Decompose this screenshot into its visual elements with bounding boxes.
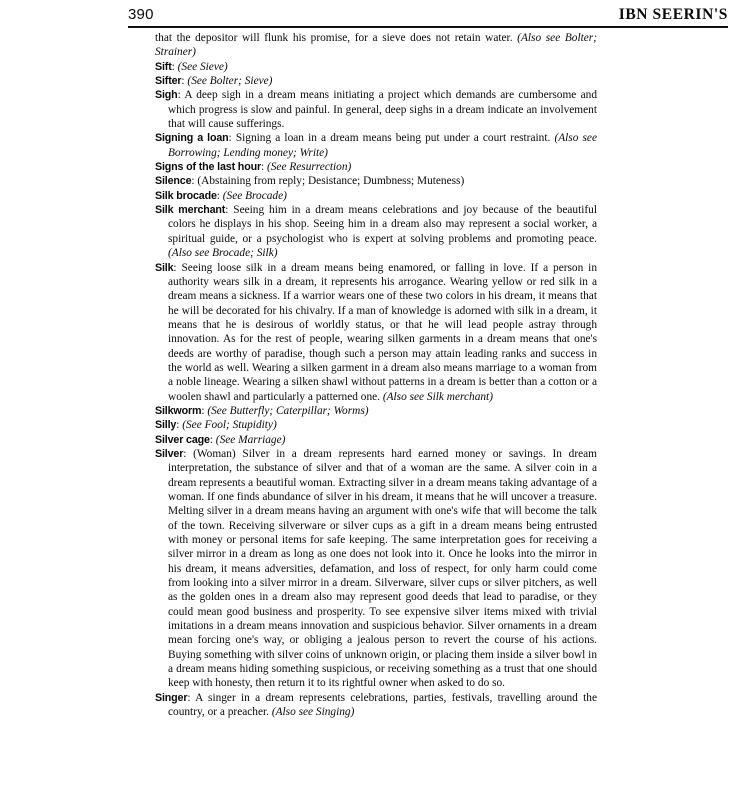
entry-headword: Silk [155,261,174,274]
entry-separator: : [173,261,182,274]
dictionary-entry [155,418,597,432]
entry-separator: : [171,60,178,73]
book-title: IBN SEERIN'S [618,6,728,23]
entry-headword: Sigh [155,89,178,102]
entry-headword: Sifter [155,75,182,88]
entry-crossreference: (See Marriage) [215,433,286,446]
dictionary-entry [155,433,597,447]
entry-headword: Silver cage [155,433,210,446]
dictionary-entry [155,691,597,720]
entry-crossreference: (See Bolter; Sieve) [187,75,273,88]
text-column [155,31,597,720]
entry-headword: Silk brocade [155,189,217,202]
entry-crossreference: (Also see Silk merchant) [382,390,493,403]
entry-headword: Sift [155,60,172,73]
entry-separator: : [201,404,208,417]
header-rule [128,26,728,28]
entry-separator: : [225,204,234,217]
running-head [128,6,728,24]
entry-headword: Signing a loan [155,132,229,145]
entry-crossreference: (See Butterfly; Caterpillar; Worms) [207,404,369,417]
entry-definition: A singer in a dream represents celebrations, parties, festivals, travelling around the country, or a preacher. [168,691,597,719]
entry-definition: Seeing him in a dream means celebrations and joy because of the beautiful colors he displays in his shop. Seeing him in a dream also may represent a social worker, a spiritual guide, or a psychologist who is expert at solving problems and promoting peace. [168,204,598,245]
entry-definition: Signing a loan in a dream means being put under a court restraint. [235,132,555,145]
dictionary-entry [155,160,597,174]
dictionary-entry [155,261,597,404]
entry-headword: Silver [155,447,184,460]
entry-separator: : [183,447,194,460]
entry-definition: Seeing loose silk in a dream means being enamored, or falling in love. If a person in authority wears silk in a dream, it represents his arrogance. Wearing yellow or red silk in a dream means a sickness. If a warrior wears one of these two colors in his dream, it means that he will be decorated for his chivalry. If a man of knowledge is adorned with silk in a dream, it means that he is desirous of worldly status, or that he will lead people astray through innovation. As for the rest of people, wearing silken garments in a dream means that one's deeds are worthy of paradise, though such a person may attain leading ranks and success in the world as well. Wearing a silken garment in a dream also means marriage to a woman from a noble lineage. Wearing a silken shawl without patterns in a dream is better than a cotton or a woolen shawl and particularly a patterned one. [168,261,597,403]
entry-crossreference: (Also see Borrowing; Lending money; Write) [168,132,597,159]
entry-definition: (Abstaining from reply; Desistance; Dumbness; Muteness) [197,175,465,188]
entry-list [155,60,597,720]
dictionary-entry [155,404,597,418]
entry-separator: : [209,433,216,446]
continued-paragraph [155,31,597,60]
dictionary-entry [155,60,597,74]
entry-headword: Silk merchant [155,204,226,217]
entry-headword: Singer [155,691,188,704]
entry-separator: : [187,691,196,704]
dictionary-entry [155,74,597,88]
entry-crossreference: (See Brocade) [222,189,287,202]
continued-crossref: (Also see Bolter; Strainer) [155,32,597,59]
dictionary-entry [155,174,597,188]
entry-crossreference: (Also see Singing) [271,706,355,719]
entry-separator: : [191,175,198,188]
dictionary-entry [155,131,597,160]
entry-headword: Silence [155,175,192,188]
entry-separator: : [176,419,183,432]
entry-separator: : [228,132,236,145]
continued-text: that the depositor will flunk his promise, for a sieve does not retain water. [155,32,518,44]
entry-headword: Silly [155,419,177,432]
entry-headword: Silkworm [155,404,202,417]
entry-separator: : [177,89,185,102]
entry-crossreference: (See Sieve) [177,60,228,73]
dictionary-entry [155,447,597,691]
entry-separator: : [181,75,188,88]
dictionary-entry [155,189,597,203]
entry-separator: : [216,189,223,202]
entry-definition: (Woman) Silver in a dream represents hard earned money or savings. In dream interpretation, the substance of silver and that of a woman are the same. A silver coin in a dream represents a beautiful woman. Extracting silver in a dream means taking advantage of a woman. If one finds abundance of silver in his dream, it means that he will uncover a treasure. Melting silver in a dream means having an argument with one's wife that will become the talk of the town. Receiving silverware or silver cups as a gift in a dream means being entrusted with money or personal items for safe keeping. The same interpretation goes for receiving a silver mirror in a dream as long as one does not look into it. Once he looks into the mirror in his dream, it means adversities, defamation, and loss of respect, for only harm could come from looking into a silver mirror in a dream. Silverware, silver cups or silver pitchers, as well as the golden ones in a dream also may represent good deeds that lead to paradise, or they could mean good business and prosperity. To see expensive silver items mixed with trivial imitations in a dream means innovation and suspicious behavior. Silver ornaments in a dream mean forcing one's way, or obliging a jealous person to revert the course of his actions. Buying something with silver coins of unknown origin, or placing them inside a silver bowl in a dream means hiding something suspicious, or receiving something as a trust that one should keep with honesty, then return it to its rightful owner when asked to do so. [168,447,598,690]
entry-definition: A deep sigh in a dream means initiating a project which demands are cumbersome and which progress is slow and painful. In general, deep sighs in a dream indicate an involvement that will cause sufferings. [168,89,597,131]
entry-separator: : [260,161,267,174]
entry-crossreference: (See Fool; Stupidity) [182,419,277,432]
page-number: 390 [128,6,154,23]
entry-crossreference: (See Resurrection) [266,161,352,174]
dictionary-entry [155,88,597,131]
entry-headword: Signs of the last hour [155,161,261,174]
dictionary-entry [155,203,597,260]
entry-crossreference: (Also see Brocade; Silk) [168,247,278,260]
